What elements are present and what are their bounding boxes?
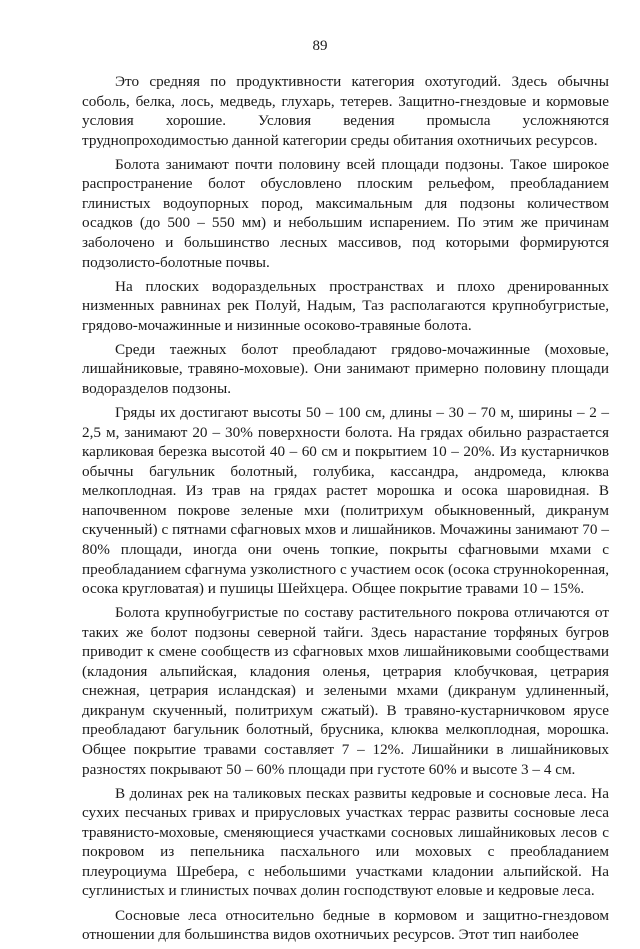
- page-number: 89: [312, 38, 328, 54]
- paragraph-7: В долинах рек на таликовых песках развиты кедровые и сосновые леса. На сухих песчаных гривах и прирусловых участках террас развиты сосновые леса травянисто-моховые, сменяющиеся участками сосновых лишайниковых лесов с покровом из пепельника пасхального или моховых с преобладанием плеуроциума Шребера, с небольшими участками кладонии альпийской. На суглинистых и глинистых почвах долин господствуют еловые и кедровые леса.: [82, 784, 609, 900]
- paragraph-1: Это средняя по продуктивности категория охотугодий. Здесь обычны соболь, белка, лось, медведь, глухарь, тетерев. Защитно-гнездовые и кормовые условия хорошие. Условия ведения промысла усложняются труднопроходимостью данной категории среды обитания охотничьих ресурсов.: [82, 73, 609, 149]
- paragraph-2: Болота занимают почти половину всей площади подзоны. Такое широкое распространение болот обусловлено плоским рельефом, преобладанием глинистых водоупорных пород, максимальным для подзоны количеством осадков (до 500 – 550 мм) и небольшим испарением. По этим же причинам заболочено и большинство лесных массивов, под которыми формируются подзолисто-болотные почвы.: [82, 155, 609, 271]
- paragraph-6: Болота крупнобугристые по составу растительного покрова отличаются от таких же болот подзоны северной тайги. Здесь нарастание торфяных бугров приводит к смене сообществ из сфагновых мхов лишайниковыми сообществами (кладония альпийская, кладония оленья, цетрария клобучковая, цетрария снежная, цетрария исландская) и зелеными мхами (дикранум удлиненный, дикранум скученный, политрихум сжатый). В травяно-кустарничковом ярусе преобладают багульник болотный, брусника, клюква мелкоплодная, морошка. Общее покрытие травами составляет 7 – 12%. Лишайники в лишайниковых разностях покрывают 50 – 60% площади при густоте 60% и высоте 3 – 4 см.: [82, 604, 609, 778]
- paragraph-3: На плоских водораздельных пространствах и плохо дренированных низменных равнинах рек Полуй, Надым, Таз располагаются крупнобугристые, грядово-мочажинные и низинные осоково-травяные болота.: [82, 277, 609, 334]
- document-body: [82, 72, 609, 949]
- paragraph-8: Сосновые леса относительно бедные в кормовом и защитно-гнездовом отношении для большинства видов охотничьих ресурсов. Этот тип наиболее: [82, 906, 609, 944]
- paragraph-4: Среди таежных болот преобладают грядово-мочажинные (моховые, лишайниковые, травяно-моховые). Они занимают примерно половину площади водоразделов подзоны.: [82, 340, 609, 397]
- paragraph-5: Гряды их достигают высоты 50 – 100 см, длины – 30 – 70 м, ширины – 2 – 2,5 м, занимают 20 – 30% поверхности болота. На грядах обильно разрастается карликовая березка высотой 40 – 60 см и покрытием 10 – 20%. Из кустарничков обычны багульник болотный, голубика, кассандра, андромеда, клюква мелкоплодная. Из трав на грядах растет морошка и осока шаровидная. В напочвенном покрове зеленые мхи (политрихум обыкновенный, дикранум скученный) с пятнами сфагновых мхов и лишайников. Мочажины занимают 70 – 80% площади, иногда они очень топкие, покрыты сфагновыми мхами с преобладанием сфагнума узколистного с участием осок (осока струнноkоренная, осока кругловатая) и пушицы Шейхцера. Общее покрытие травами 10 – 15%.: [82, 404, 609, 598]
